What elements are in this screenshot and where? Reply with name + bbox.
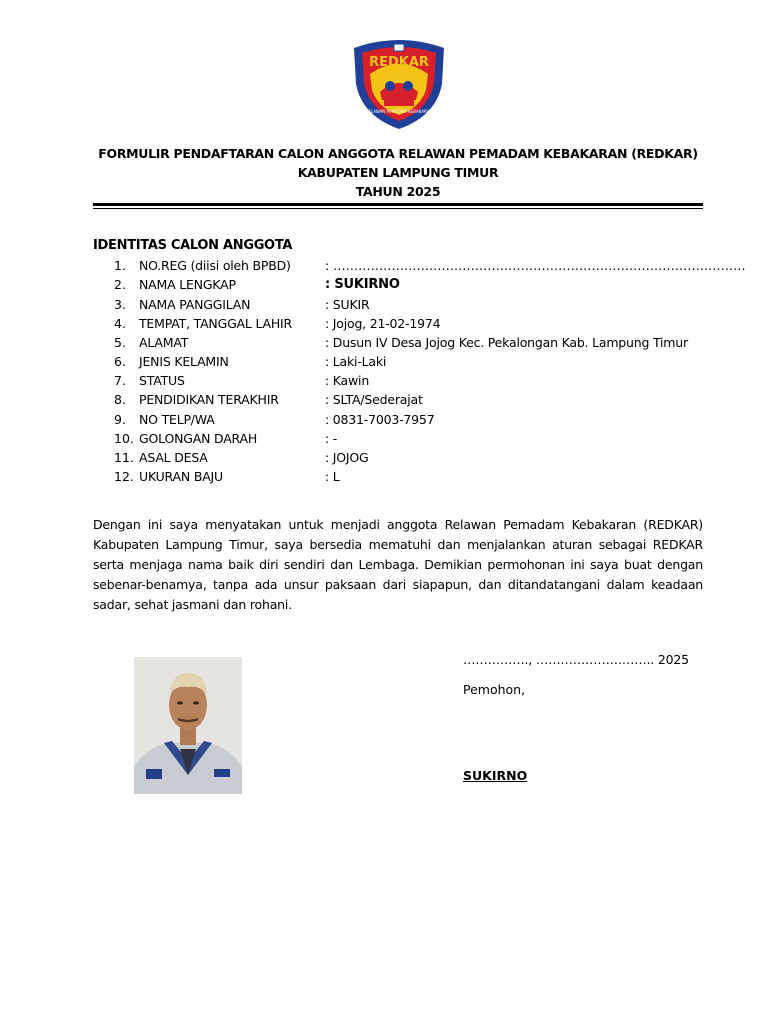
applicant-label: Pemohon,	[463, 682, 526, 697]
field-value: : SLTA/Sederajat	[325, 392, 423, 407]
field-number: 1.	[114, 258, 126, 273]
field-value: : Laki-Laki	[325, 354, 387, 369]
header-divider-thin	[93, 208, 703, 209]
field-value: : JOJOG	[325, 450, 369, 465]
field-value: : Jojog, 21-02-1974	[325, 316, 441, 331]
field-value: : SUKIR	[325, 297, 370, 312]
field-value: : SUKIRNO	[325, 277, 400, 292]
field-value: : Dusun IV Desa Jojog Kec. Pekalongan Kab. Lampung Timur	[325, 335, 688, 350]
field-value: : ………………………………………………………………………………………	[325, 258, 746, 273]
field-label: ASAL DESA	[139, 450, 208, 465]
applicant-photo	[134, 657, 242, 794]
field-label: TEMPAT, TANGGAL LAHIR	[139, 316, 293, 331]
field-number: 4.	[114, 316, 126, 331]
field-label: ALAMAT	[139, 335, 189, 350]
field-label: NO.REG (diisi oleh BPBD)	[139, 258, 291, 273]
field-label: PENDIDIKAN TERAKHIR	[139, 392, 279, 407]
field-label: UKURAN BAJU	[139, 469, 223, 484]
signature-date-line: ……………., ……………………….. 2025	[463, 652, 689, 667]
field-number: 7.	[114, 373, 126, 388]
field-number: 12.	[114, 469, 134, 484]
field-number: 5.	[114, 335, 126, 350]
applicant-signature-name: SUKIRNO	[463, 768, 528, 783]
form-title-line2: KABUPATEN LAMPUNG TIMUR	[297, 165, 499, 180]
header-divider-thick	[93, 203, 703, 206]
field-value: : -	[325, 431, 338, 446]
field-label: NAMA PANGGILAN	[139, 297, 251, 312]
field-number: 9.	[114, 412, 126, 427]
applicant-portrait-image	[134, 657, 242, 794]
section-title: IDENTITAS CALON ANGGOTA	[93, 238, 293, 253]
field-number: 8.	[114, 392, 126, 407]
redkar-shield-emblem	[350, 38, 448, 130]
svg-text:RELAWAN PEMADAM KEBAKARAN: RELAWAN PEMADAM KEBAKARAN	[365, 109, 433, 114]
field-label: STATUS	[139, 373, 185, 388]
field-value: : Kawin	[325, 373, 370, 388]
field-number: 2.	[114, 277, 126, 292]
statement-paragraph: Dengan ini saya menyatakan untuk menjadi anggota Relawan Pemadam Kebakaran (REDKAR) Kabupaten Lampung Timur, saya bersedia mematuhi dan menjalankan aturan sebagai REDKAR serta menjaga nama baik diri sendiri dan Lembaga. Demikian permohonan ini saya buat dengan sebenar-benamya, tanpa ada unsur paksaan dari siapapun, dan ditandatangani dalam keadaan sadar, sehat jasmani dan rohani.	[93, 517, 703, 612]
field-value: : L	[325, 469, 340, 484]
form-title-line1: FORMULIR PENDAFTARAN CALON ANGGOTA RELAWAN PEMADAM KEBAKARAN (REDKAR)	[98, 146, 698, 161]
field-number: 3.	[114, 297, 126, 312]
field-value: : 0831-7003-7957	[325, 412, 435, 427]
form-title-line3: TAHUN 2025	[355, 184, 441, 199]
field-number: 6.	[114, 354, 126, 369]
field-label: JENIS KELAMIN	[139, 354, 229, 369]
svg-text:REDKAR: REDKAR	[369, 55, 429, 70]
redkar-logo	[350, 38, 448, 130]
field-label: NAMA LENGKAP	[139, 277, 236, 292]
field-number: 11.	[114, 450, 134, 465]
field-number: 10.	[114, 431, 134, 446]
field-label: NO TELP/WA	[139, 412, 215, 427]
field-label: GOLONGAN DARAH	[139, 431, 258, 446]
